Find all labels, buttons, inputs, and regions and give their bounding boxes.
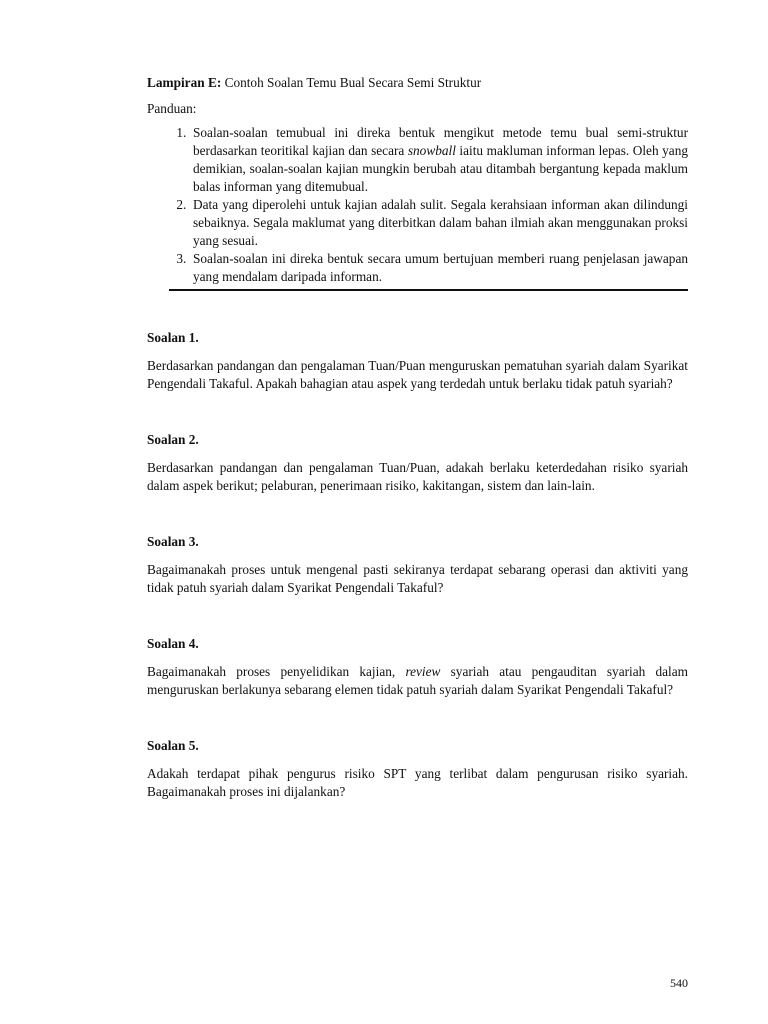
guide-item-text: iaitu makluman informan lepas. Oleh yang demikian, soalan-soalan kajian mungkin berubah atau ditambah bergantung kepada maklum balas informan yang ditemubual. [193,143,688,194]
horizontal-divider [169,289,688,291]
question-block [147,533,688,597]
question-title: Soalan 3. [147,534,199,549]
question-text: Berdasarkan pandangan dan pengalaman Tuan/Puan, adakah berlaku keterdedahan risiko syariah dalam aspek berikut; pelaburan, penerimaan risiko, kakitangan, sistem dan lain-lain. [147,460,688,493]
question-block [147,431,688,495]
guide-label: Panduan: [147,101,197,116]
question-block [147,635,688,699]
guide-item-text: Soalan-soalan temubual ini direka bentuk mengikut metode temu bual semi-struktur berdasarkan teoritikal kajian dan secara [193,125,688,158]
guide-item [193,124,688,196]
question-text: Adakah terdapat pihak pengurus risiko SPT yang terlibat dalam pengurusan risiko syariah. Bagaimanakah proses ini dijalankan? [147,766,688,799]
question-text [147,663,688,699]
guide-item-italic: snowball [407,143,456,158]
question-title: Soalan 4. [147,636,199,651]
question-text: Berdasarkan pandangan dan pengalaman Tuan/Puan menguruskan pematuhan syariah dalam Syarikat Pengendali Takaful. Apakah bahagian atau aspek yang terdedah untuk berlaku tidak patuh syariah? [147,358,688,391]
page-number: 540 [670,976,688,990]
question-block [147,737,688,801]
question-block [147,329,688,393]
guide-item: 2. Data yang diperolehi untuk kajian adalah sulit. Segala kerahsiaan informan akan dilindungi sebaiknya. Segala maklumat yang diterbitkan dalam bahan ilmiah akan menggunakan proksi yang sesuai. [193,196,688,250]
question-title: Soalan 1. [147,330,199,345]
question-text-part: syariah atau pengauditan syariah dalam menguruskan berlakunya sebarang elemen tidak patuh syariah dalam Syarikat Pengendali Takaful? [147,664,688,697]
appendix-heading [147,74,688,92]
page-content [147,74,688,801]
guide-item: 3. Soalan-soalan ini direka bentuk secara umum bertujuan memberi ruang penjelasan jawapan yang mendalam daripada informan. [193,250,688,286]
question-title: Soalan 2. [147,432,199,447]
question-text-italic: review [405,664,441,679]
question-text-part: Bagaimanakah proses penyelidikan kajian, [147,664,406,679]
question-text: Bagaimanakah proses untuk mengenal pasti sekiranya terdapat sebarang operasi dan aktiviti yang tidak patuh syariah dalam Syarikat Pengendali Takaful? [147,562,688,595]
guide-list [147,124,688,286]
appendix-label: Lampiran E: [147,75,222,90]
appendix-title: Contoh Soalan Temu Bual Secara Semi Struktur [221,75,482,90]
question-title: Soalan 5. [147,738,199,753]
